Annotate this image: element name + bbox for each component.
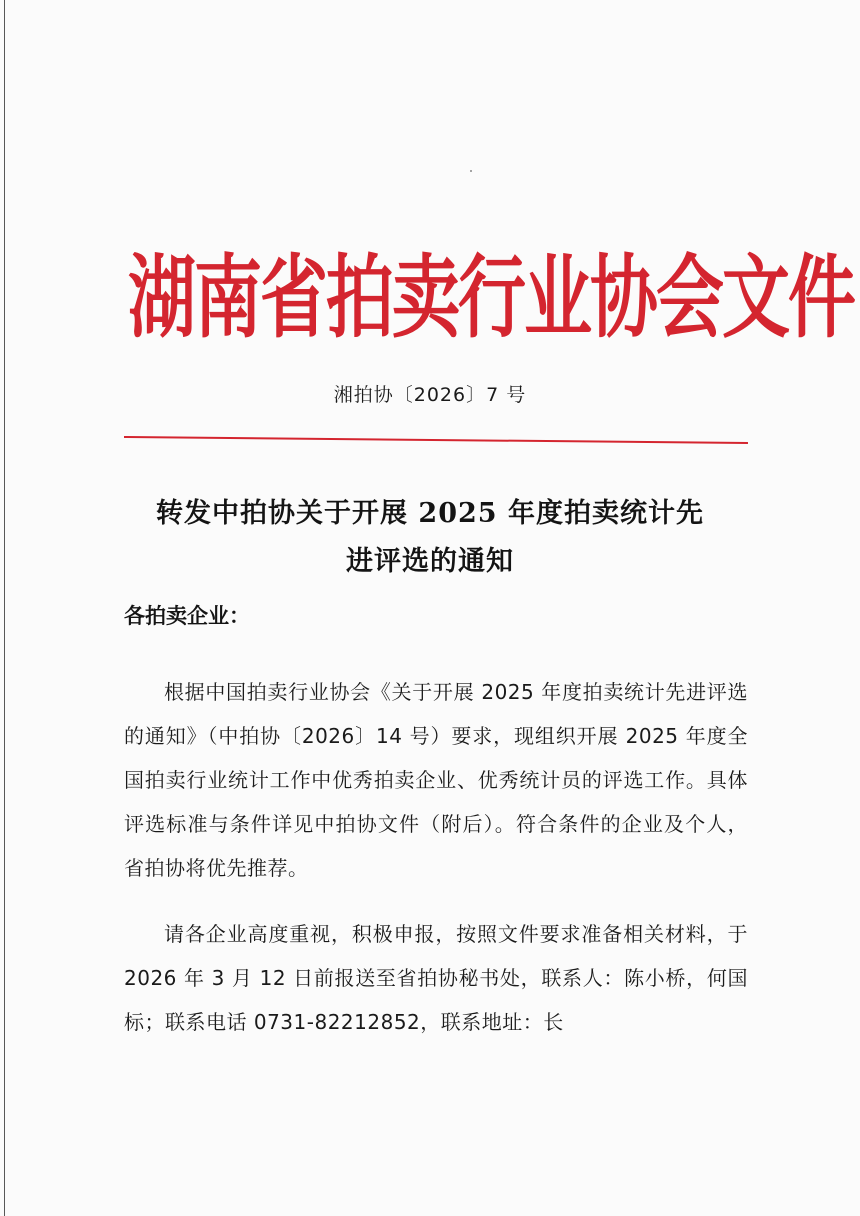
notice-title-line-2: 进评选的通知 — [346, 546, 514, 577]
body-paragraph-2: 请各企业高度重视，积极申报，按照文件要求准备相关材料，于 2026 年 3 月 12 日前报送至省拍协秘书处，联系人：陈小桥，何国标；联系电话 0731-82212852，联系地址：长 — [124, 922, 748, 1034]
body-paragraph-1: 根据中国拍卖行业协会《关于开展 2025 年度拍卖统计先进评选的通知》（中拍协〔2026〕14 号）要求，现组织开展 2025 年度全国拍卖行业统计工作中优秀拍卖企业、优秀统计员的评选工作。具体评选标准与条件详见中拍协文件（附后）。符合条件的企业及个人，省拍协将优先推荐。 — [124, 680, 748, 880]
salutation: 各拍卖企业： — [124, 603, 250, 628]
red-divider-line — [124, 436, 748, 444]
scan-speck — [470, 170, 472, 172]
letterhead-title: 湖南省拍卖行业协会文件 — [128, 245, 855, 351]
document-number: 湘拍协〔2026〕7 号 — [333, 384, 527, 406]
notice-title-line-1: 转发中拍协关于开展 2025 年度拍卖统计先 — [156, 498, 704, 529]
notice-title — [120, 490, 740, 586]
scan-edge-line — [4, 0, 5, 1216]
